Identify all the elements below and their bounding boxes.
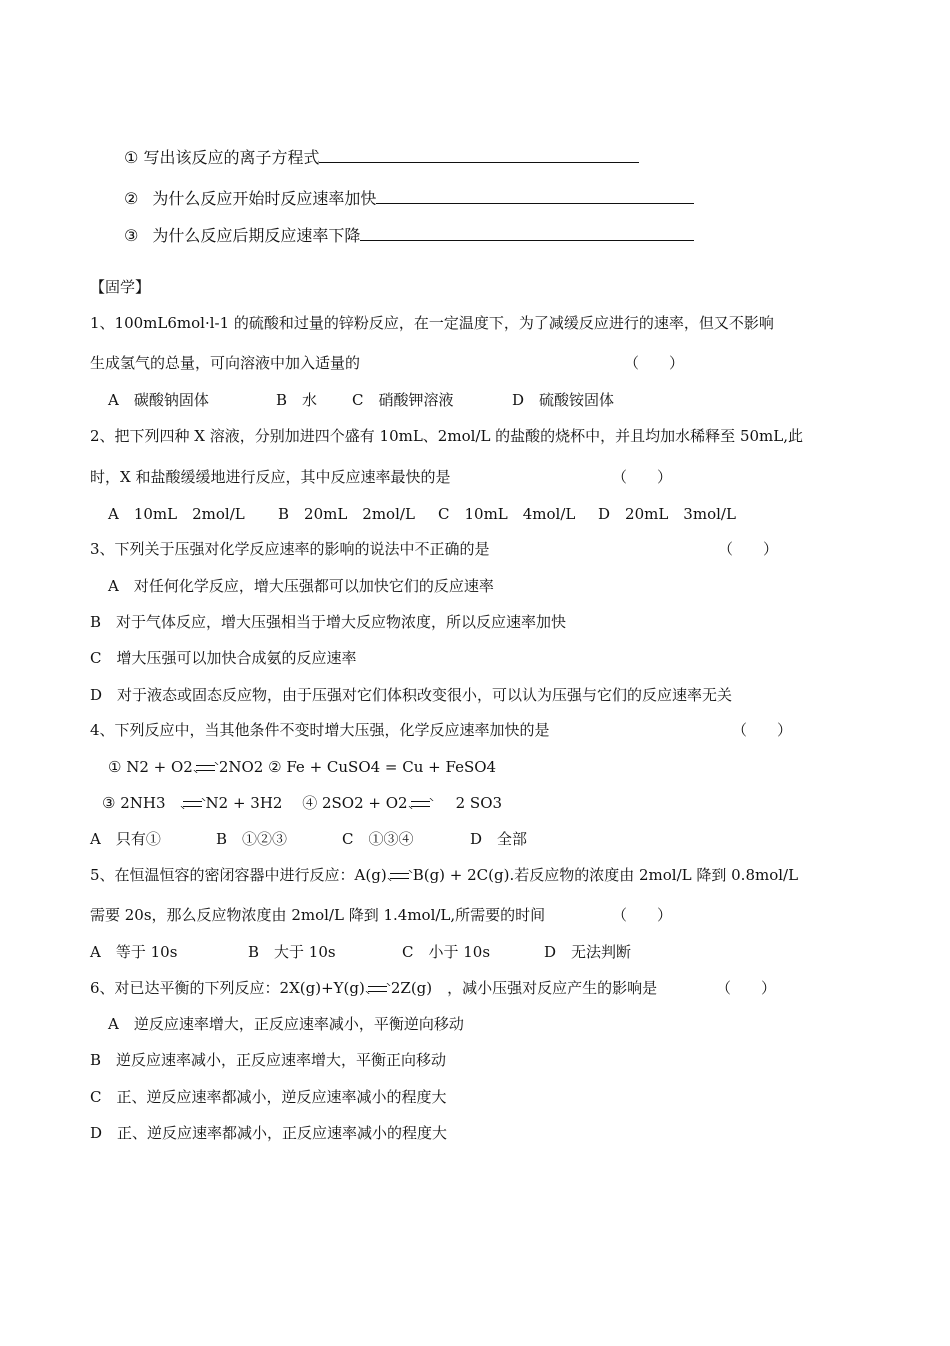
- q3-option-b[interactable]: B 对于气体反应，增大压强相当于增大反应物浓度，所以反应速率加快: [90, 613, 567, 631]
- question-6-line-1: [90, 977, 657, 999]
- reaction-3-left: ③ 2NH3: [102, 794, 166, 812]
- answer-paren-4[interactable]: （ ）: [732, 721, 793, 739]
- q6-option-a[interactable]: A 逆反应速率增大，正反应速率减小，平衡逆向移动: [108, 1015, 464, 1033]
- sub-question-text: 写出该反应的离子方程式: [143, 148, 320, 167]
- answer-paren-6[interactable]: （ ）: [716, 979, 777, 997]
- section-title: 【固学】: [90, 278, 151, 296]
- sub-question-3: [124, 224, 694, 247]
- question-2-line-1: 2、把下列四种 X 溶液，分别加进四个盛有 10mL、2mol/L 的盐酸的烧杯中，并且均加水稀释至 50mL,此: [90, 427, 803, 445]
- circled-number-1: ①: [124, 148, 139, 167]
- q6-option-d[interactable]: D 正、逆反应速率都减小，正反应速率减小的程度大: [90, 1124, 448, 1142]
- answer-blank-3[interactable]: [360, 224, 694, 241]
- circled-number-3: ③: [124, 226, 139, 245]
- answer-blank-1[interactable]: [319, 146, 639, 163]
- q1-option-b[interactable]: B 水: [276, 391, 318, 409]
- answer-blank-2[interactable]: [376, 187, 694, 204]
- sub-question-2: [124, 187, 694, 210]
- question-5-line-2: 需要 20s，那么反应物浓度由 2mol/L 降到 1.4mol/L,所需要的时间: [90, 906, 546, 924]
- q5-option-b[interactable]: B 大于 10s: [248, 943, 336, 961]
- q5-option-d[interactable]: D 无法判断: [544, 943, 632, 961]
- question-4-line-1: 4、下列反应中，当其他条件不变时增大压强，化学反应速率加快的是: [90, 721, 550, 739]
- question-text: 生成氢气的总量，可向溶液中加入适量的: [90, 354, 361, 372]
- question-2-line-2: 时，X 和盐酸缓缓地进行反应，其中反应速率最快的是: [90, 468, 451, 486]
- q1-option-c[interactable]: C 硝酸钾溶液: [352, 391, 454, 409]
- question-text: B(g) + 2C(g).若反应物的浓度由 2mol/L 降到 0.8mol/L: [412, 866, 799, 884]
- answer-paren-1[interactable]: （ ）: [624, 354, 685, 372]
- q4-option-c[interactable]: C ①③④: [342, 830, 414, 848]
- question-5-line-1: [90, 864, 798, 886]
- q5-option-c[interactable]: C 小于 10s: [402, 943, 491, 961]
- q3-option-d[interactable]: D 对于液态或固态反应物，由于压强对它们体积改变很小，可以认为压强与它们的反应速率无关: [90, 686, 733, 704]
- equilibrium-arrow-icon: [389, 869, 411, 883]
- sub-question-text: 为什么反应后期反应速率下降: [152, 226, 361, 245]
- q3-option-a[interactable]: A 对任何化学反应，增大压强都可以加快它们的反应速率: [108, 577, 494, 595]
- q2-option-a[interactable]: A 10mL 2mol/L: [108, 505, 245, 523]
- q6-option-b[interactable]: B 逆反应速率减小，正反应速率增大，平衡正向移动: [90, 1051, 447, 1069]
- q2-option-b[interactable]: B 20mL 2mol/L: [278, 505, 415, 523]
- circled-number-2: ②: [124, 189, 139, 208]
- question-text: 2Z(g) ，减小压强对反应产生的影响是: [390, 979, 658, 997]
- question-1-line-1: 1、100mL6mol·l-1 的硫酸和过量的锌粉反应，在一定温度下，为了减缓反应进行的速率，但又不影响: [90, 314, 774, 332]
- reaction-1-right: 2NO2 ② Fe + CuSO4 = Cu + FeSO4: [218, 758, 497, 776]
- answer-paren-5[interactable]: （ ）: [612, 906, 673, 924]
- q2-option-d[interactable]: D 20mL 3mol/L: [598, 505, 736, 523]
- question-1-line-2: [90, 352, 360, 374]
- reaction-1-left: ① N2 + O2: [108, 758, 193, 776]
- q5-option-a[interactable]: A 等于 10s: [90, 943, 178, 961]
- q3-option-c[interactable]: C 增大压强可以加快合成氨的反应速率: [90, 649, 357, 667]
- question-3-line-1: 3、下列关于压强对化学反应速率的影响的说法中不正确的是: [90, 540, 490, 558]
- q4-reactions-row-2: [102, 792, 502, 814]
- q4-option-d[interactable]: D 全部: [470, 830, 528, 848]
- q4-option-b[interactable]: B ①②③: [216, 830, 288, 848]
- equilibrium-arrow-icon: [367, 982, 389, 996]
- equilibrium-arrow-icon: [195, 761, 217, 775]
- answer-paren-2[interactable]: （ ）: [612, 468, 673, 486]
- q4-reactions-row-1: [108, 756, 496, 778]
- answer-paren-3[interactable]: （ ）: [718, 540, 779, 558]
- question-text: 5、在恒温恒容的密闭容器中进行反应：A(g): [90, 866, 387, 884]
- question-text: 6、对已达平衡的下列反应：2X(g)+Y(g): [90, 979, 365, 997]
- equilibrium-arrow-icon: [182, 797, 204, 811]
- sub-question-text: 为什么反应开始时反应速率加快: [152, 189, 377, 208]
- equilibrium-arrow-icon: [410, 797, 432, 811]
- reaction-4-product: 2 SO3: [455, 794, 503, 812]
- q2-option-c[interactable]: C 10mL 4mol/L: [438, 505, 576, 523]
- q4-option-a[interactable]: A 只有①: [90, 830, 161, 848]
- reaction-3-right: N2 + 3H2 ④ 2SO2 + O2: [205, 794, 408, 812]
- sub-question-1: [124, 146, 639, 169]
- q1-option-a[interactable]: A 碳酸钠固体: [108, 391, 209, 409]
- q6-option-c[interactable]: C 正、逆反应速率都减小，逆反应速率减小的程度大: [90, 1088, 447, 1106]
- q1-option-d[interactable]: D 硫酸铵固体: [512, 391, 615, 409]
